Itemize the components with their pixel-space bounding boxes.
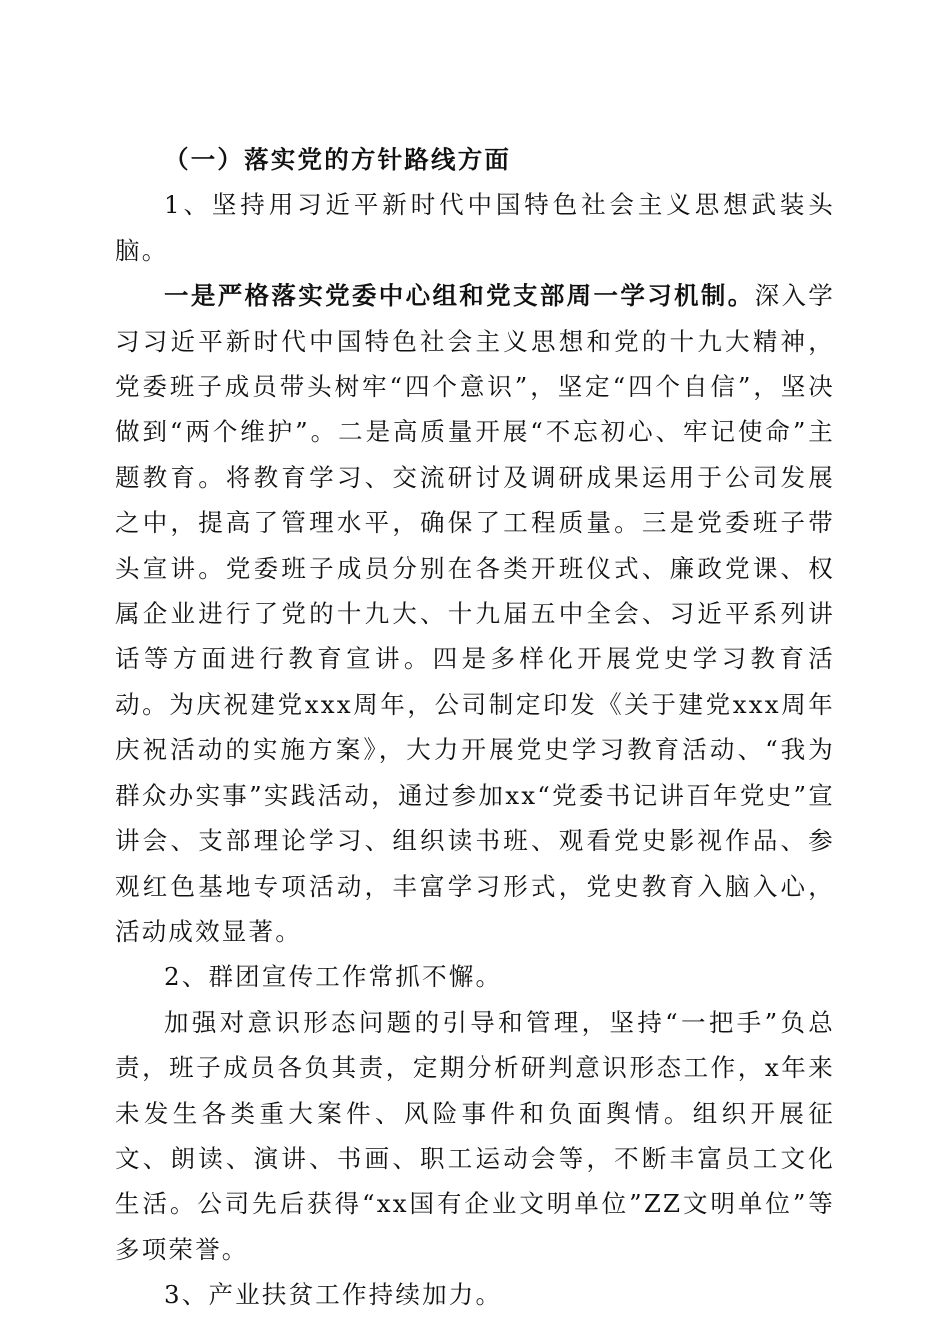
item-1-paragraph <box>115 273 835 954</box>
section-heading: （一）落实党的方针路线方面 <box>164 145 512 174</box>
item-1-body-text: 深入学习习近平新时代中国特色社会主义思想和党的十九大精神，党委班子成员带头树牢“四个意识”，坚定“四个自信”，坚决做到“两个维护”。二是高质量开展“不忘初心、牢记使命”主题教育。将教育学习、交流研讨及调研成果运用于公司发展之中，提高了管理水平，确保了工程质量。三是党委班子带头宣讲。党委班子成员分别在各类开班仪式、廉政党课、权属企业进行了党的十九大、十九届五中全会、习近平系列讲话等方面进行教育宣讲。四是多样化开展党史学习教育活动。为庆祝建党xxx周年，公司制定印发《关于建党xxx周年庆祝活动的实施方案》，大力开展党史学习教育活动、“我为群众办实事”实践活动，通过参加xx“党委书记讲百年党史”宣讲会、支部理论学习、组织读书班、观看党史影视作品、参观红色基地专项活动，丰富学习形式，党史教育入脑入心，活动成效显著。 <box>115 281 835 946</box>
item-2-paragraph: 加强对意识形态问题的引导和管理，坚持“一把手”负总责，班子成员各负其责，定期分析研判意识形态工作，x年来未发生各类重大案件、风险事件和负面舆情。组织开展征文、朗读、演讲、书画、职工运动会等，不断丰富员工文化生活。公司先后获得“xx国有企业文明单位”ZZ文明单位”等多项荣誉。 <box>115 1007 835 1264</box>
item-3-heading: 3、产业扶贫工作持续加力。 <box>164 1280 503 1310</box>
item-1-heading: 1、坚持用习近平新时代中国特色社会主义思想武装头脑。 <box>115 190 835 265</box>
document-body <box>115 137 835 1318</box>
item-1-lead-sentence: 一是严格落实党委中心组和党支部周一学习机制。 <box>164 281 755 311</box>
item-2-heading: 2、群团宣传工作常抓不懈。 <box>164 962 503 992</box>
